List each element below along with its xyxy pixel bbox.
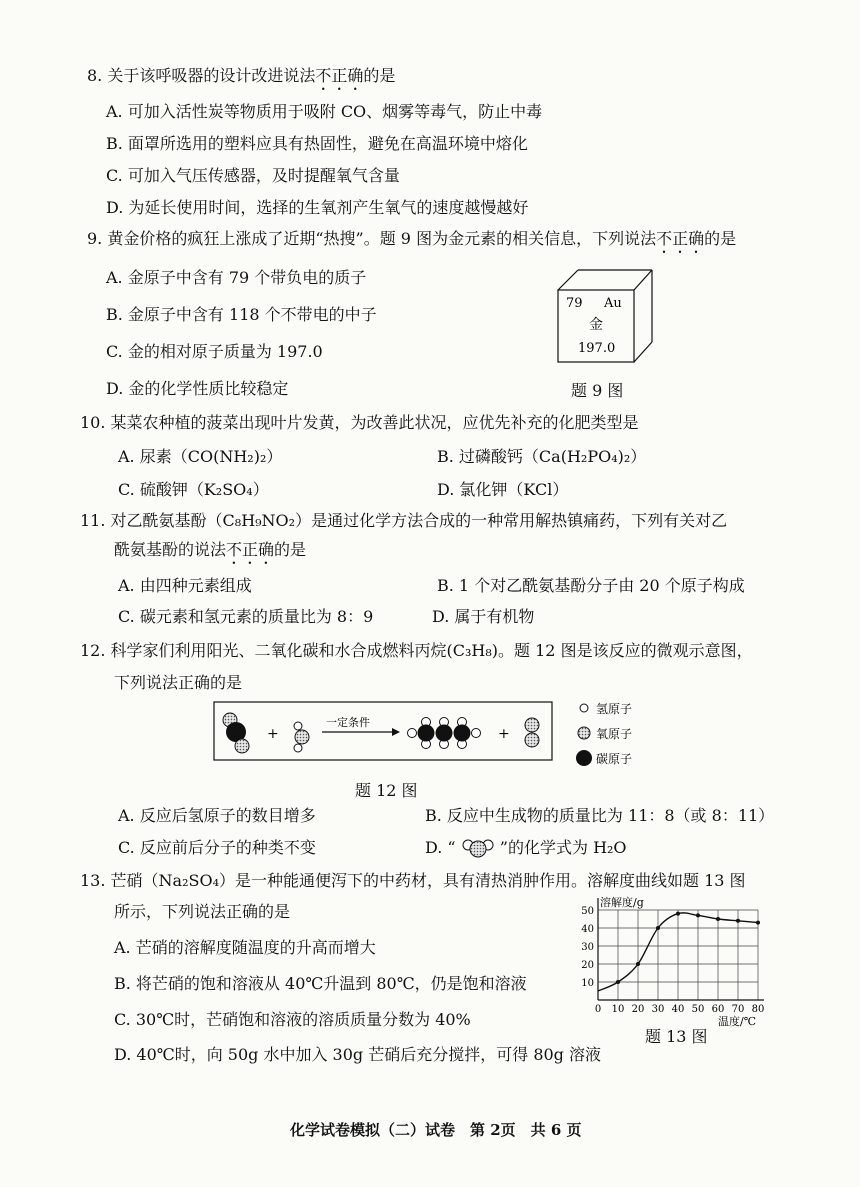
- element-name: 金: [589, 317, 603, 333]
- chart-x-tick-label: 0: [594, 1004, 602, 1015]
- q12-option-c: C. 反应前后分子的种类不变: [118, 838, 316, 857]
- chart-point: [756, 921, 760, 925]
- atom-legend: [576, 702, 632, 766]
- chart-x-tick-label: 30: [651, 1004, 665, 1015]
- chart-point: [676, 912, 680, 916]
- chart-grid: [598, 910, 758, 1000]
- q8-option-c: C. 可加入气压传感器，及时提醒氧气含量: [106, 166, 400, 185]
- q9-stem: 9. 黄金价格的疯狂上涨成了近期“热搜”。题 9 图为金元素的相关信息，下列说法不正确的是: [87, 229, 737, 248]
- q13-caption: 题 13 图: [645, 1027, 708, 1046]
- chart-point: [656, 926, 660, 930]
- chart-point: [736, 919, 740, 923]
- plus-sign: +: [267, 726, 279, 742]
- q8-stem: 8. 关于该呼吸器的设计改进说法不正确的是: [87, 66, 396, 85]
- chart-point: [636, 962, 640, 966]
- reaction-diagram: [212, 700, 652, 772]
- q9-option-c: C. 金的相对原子质量为 197.0: [106, 342, 323, 361]
- q13-option-a: A. 芒硝的溶解度随温度的升高而增大: [114, 938, 376, 957]
- chart-point: [716, 917, 720, 921]
- chart-y-tick-label: 10: [581, 978, 594, 989]
- propane-molecule: [408, 718, 481, 749]
- chart-y-axis-label: 溶解度/g: [600, 896, 644, 909]
- emphasis-text: 不正确: [656, 229, 705, 248]
- plus-sign: +: [498, 726, 510, 742]
- chart-x-tick-label: 40: [671, 1004, 685, 1015]
- q12-option-d: D. “ ”的化学式为 H₂O: [425, 838, 627, 857]
- chart-x-tick-label: 10: [611, 1004, 625, 1015]
- legend-hydrogen: 氢原子: [596, 702, 633, 716]
- emphasis-text: 不正确: [226, 540, 275, 559]
- q10-option-b: B. 过磷酸钙（Ca(H₂PO₄)₂）: [437, 447, 647, 466]
- water-molecule-icon: [461, 838, 495, 858]
- q9-option-a: A. 金原子中含有 79 个带负电的质子: [106, 268, 367, 287]
- q9-option-d: D. 金的化学性质比较稳定: [106, 379, 289, 398]
- chart-x-tick-label: 80: [751, 1004, 765, 1015]
- q8-option-d: D. 为延长使用时间，选择的生氧剂产生氧气的速度越慢越好: [106, 198, 529, 217]
- q10-stem: 10. 某菜农种植的菠菜出现叶片发黄，为改善此状况，应优先补充的化肥类型是: [80, 413, 639, 432]
- q11-option-b: B. 1 个对乙酰氨基酚分子由 20 个原子构成: [437, 576, 745, 595]
- element-mass: 197.0: [578, 341, 616, 356]
- q10-option-c: C. 硫酸钾（K₂SO₄）: [118, 480, 269, 499]
- reaction-condition: 一定条件: [326, 716, 370, 729]
- q9-caption: 题 9 图: [571, 381, 624, 400]
- q13-stem-line2: 所示，下列说法正确的是: [114, 902, 291, 921]
- q11-option-d: D. 属于有机物: [432, 607, 535, 626]
- solubility-chart: [572, 892, 782, 1028]
- q13-option-b: B. 将芒硝的饱和溶液从 40℃升温到 80℃，仍是饱和溶液: [114, 974, 527, 993]
- q12-caption: 题 12 图: [355, 781, 418, 800]
- q8-option-b: B. 面罩所选用的塑料应具有热固性，避免在高温环境中熔化: [106, 134, 528, 153]
- q10-option-d: D. 氯化钾（KCl）: [437, 480, 569, 499]
- q12-stem-line2: 下列说法正确的是: [114, 673, 243, 692]
- chart-x-tick-label: 70: [731, 1004, 745, 1015]
- q13-stem-line1: 13. 芒硝（Na₂SO₄）是一种能通便泻下的中药材，具有清热消肿作用。溶解度曲线如题 13 图: [80, 871, 746, 890]
- h2o-molecule: [294, 722, 309, 752]
- q11-option-c: C. 碳元素和氢元素的质量比为 8：9: [118, 607, 374, 626]
- q11-option-a: A. 由四种元素组成: [118, 576, 252, 595]
- chart-y-tick-label: 20: [581, 960, 594, 971]
- chart-x-tick-label: 60: [711, 1004, 725, 1015]
- legend-carbon: 碳原子: [596, 752, 633, 766]
- q13-option-c: C. 30℃时，芒硝饱和溶液的溶质质量分数为 40%: [114, 1010, 471, 1029]
- q13-option-d: D. 40℃时，向 50g 水中加入 30g 芒硝后充分搅拌，可得 80g 溶液: [114, 1045, 602, 1064]
- co2-molecule: [223, 713, 249, 753]
- q12-stem-line1: 12. 科学家们利用阳光、二氧化碳和水合成燃料丙烷(C₃H₈)。题 12 图是该反应的微观示意图，: [80, 641, 753, 660]
- chart-point: [616, 980, 620, 984]
- q12-option-b: B. 反应中生成物的质量比为 11：8（或 8：11）: [425, 806, 775, 825]
- o2-molecule: [525, 718, 539, 747]
- page-footer: 化学试卷模拟（二）试卷 第 2页 共 6 页: [290, 1121, 582, 1139]
- legend-oxygen: 氧原子: [596, 727, 633, 741]
- q8-option-a: A. 可加入活性炭等物质用于吸附 CO、烟雾等毒气，防止中毒: [106, 102, 543, 121]
- chart-x-tick-label: 20: [631, 1004, 645, 1015]
- chart-y-tick-label: 30: [581, 942, 594, 953]
- element-symbol: Au: [604, 296, 622, 311]
- chart-point: [696, 913, 700, 917]
- reaction-arrow: [322, 728, 400, 736]
- q12-option-a: A. 反应后氢原子的数目增多: [118, 806, 316, 825]
- chart-y-tick-label: 50: [581, 906, 594, 917]
- q10-option-a: A. 尿素（CO(NH₂)₂）: [118, 447, 283, 466]
- q9-option-b: B. 金原子中含有 118 个不带电的中子: [106, 305, 377, 324]
- chart-y-tick-label: 40: [581, 924, 594, 935]
- element-atomic-number: 79: [566, 296, 583, 311]
- chart-x-axis-label: 温度/℃: [718, 1015, 757, 1028]
- q11-stem-line1: 11. 对乙酰氨基酚（C₈H₉NO₂）是通过化学方法合成的一种常用解热镇痛药，下列有关对乙: [80, 511, 728, 530]
- q11-stem-line2: 酰氨基酚的说法不正确的是: [114, 540, 307, 559]
- chart-x-tick-label: 50: [691, 1004, 705, 1015]
- emphasis-text: 不正确: [315, 66, 364, 85]
- element-card-figure: [556, 268, 656, 366]
